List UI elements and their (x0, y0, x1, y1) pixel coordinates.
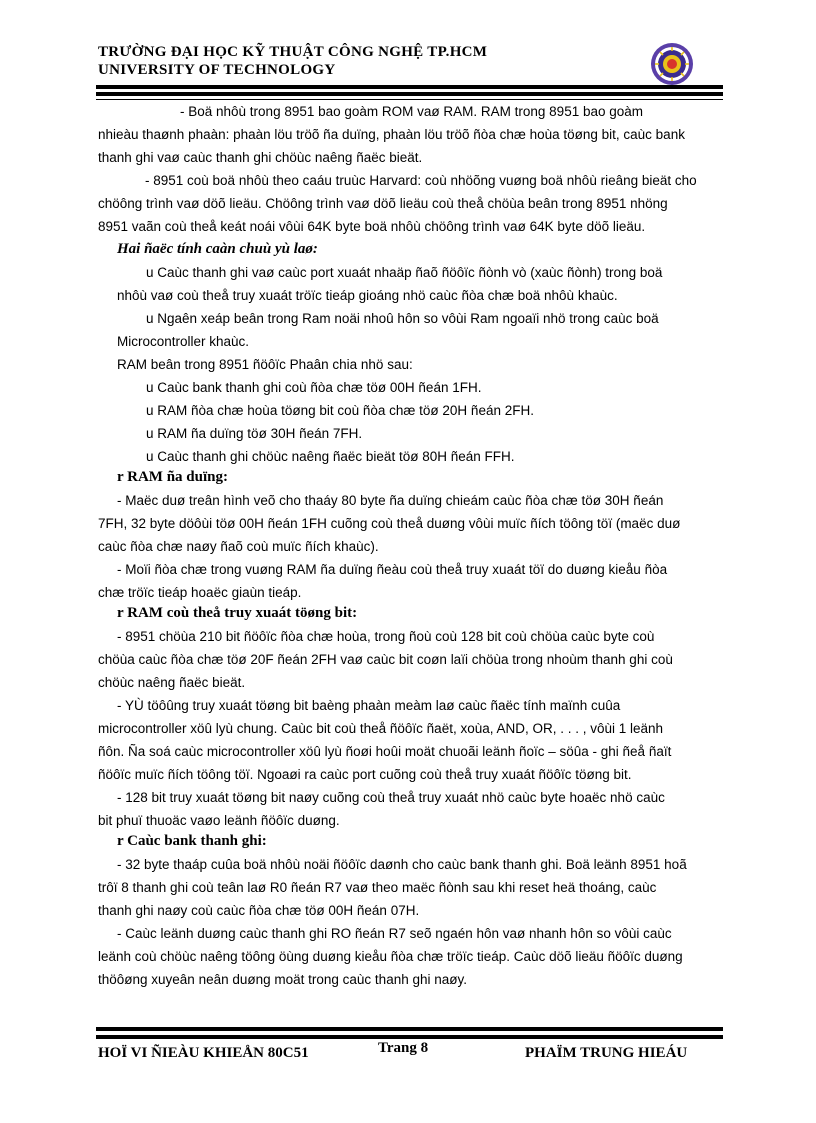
list-item: u RAM ña duïng töø 30H ñeán 7FH. (146, 426, 363, 441)
paragraph-line: trôï 8 thanh ghi coù teân laø R0 ñeán R7 vaø theo maëc ñònh sau khi reset heä thoáng, caùc (98, 880, 657, 895)
section-heading: r RAM coù theå truy xuaát töøng bit: (117, 605, 358, 621)
paragraph-line: RAM beân trong 8951 ñöôïc Phaân chia nhö sau: (117, 357, 413, 372)
paragraph-line: bit phuï thuoäc vaøo leänh ñöôïc duøng. (98, 813, 340, 828)
paragraph-line: - 128 bit truy xuaát töøng bit naøy cuõng coù theå truy xuaát nhö caùc byte hoaëc nhö caùc (117, 790, 665, 805)
paragraph-line: - Caùc leänh duøng caùc thanh ghi RO ñeán R7 seõ ngaén hôn vaø nhanh hôn so vôùi caùc (117, 926, 672, 941)
footer-rule-thick-2 (96, 1035, 723, 1039)
paragraph-line: - Boä nhôù trong 8951 bao goàm ROM vaø RAM. RAM trong 8951 bao goàm (180, 104, 644, 119)
paragraph-line: chöông trình vaø döõ lieäu. Chöông trình vaø döõ lieäu coù theå chöùa beân trong 8951 nhöng (98, 196, 668, 211)
list-item: u Caùc thanh ghi chöùc naêng ñaëc bieät töø 80H ñeán FFH. (146, 449, 515, 464)
paragraph-line: Microcontroller khaùc. (117, 334, 250, 349)
footer-rule-thick (96, 1027, 723, 1031)
paragraph-line: - Maëc duø treân hình veõ cho thaáy 80 byte ña duïng chieám caùc ñòa chæ töø 30H ñeán (117, 493, 664, 508)
footer-course-title: HOÏ VI ÑIEÀU KHIEÅN 80C51 (98, 1045, 309, 1061)
list-item: u RAM ñòa chæ hoùa töøng bit coù ñòa chæ töø 20H ñeán 2FH. (146, 403, 534, 418)
header-rule-thick (96, 85, 723, 89)
paragraph-line: 8951 vaãn coù theå keát noái vôùi 64K byte boä nhôù chöông trình vaø 64K byte döõ lieäu. (98, 219, 646, 234)
list-item: u Caùc bank thanh ghi coù ñòa chæ töø 00H ñeán 1FH. (146, 380, 482, 395)
university-seal-icon (650, 42, 694, 86)
paragraph-line: u Caùc thanh ghi vaø caùc port xuaát nhaäp ñaõ ñöôïc ñònh vò (xaùc ñònh) trong boä (146, 265, 663, 280)
paragraph-line: leänh coù chöùc naêng töông öùng duøng kieåu ñòa chæ tröïc tieáp. Caùc döõ lieäu ñöôïc duøng (98, 949, 683, 964)
paragraph-line: ñöôïc muïc ñích töông töï. Ngoaøi ra caùc port cuõng coù theå truy xuaát ñöôïc töøng bit. (98, 767, 632, 782)
page-number: Trang 8 (378, 1040, 429, 1056)
paragraph-line: nhôù vaø coù theå truy xuaát tröïc tieáp gioáng nhö caùc ñòa chæ boä nhôù khaùc. (117, 288, 618, 303)
paragraph-line: ñôn. Ña soá caùc microcontroller xöû lyù ñoøi hoûi moät chuoãi leänh ñoïc – söûa - ghi ñeå ñaït (98, 744, 672, 759)
header-rule-thick-2 (96, 92, 723, 96)
paragraph-line: nhieàu thaønh phaàn: phaàn löu tröõ ña duïng, phaàn löu tröõ ñòa chæ hoùa töøng bit, caùc bank (98, 127, 685, 142)
paragraph-line: u Ngaên xeáp beân trong Ram noäi nhoû hôn so vôùi Ram ngoaïi nhö trong caùc boä (146, 311, 659, 326)
header-university-en: UNIVERSITY OF TECHNOLOGY (98, 62, 336, 78)
paragraph-line: thanh ghi naøy coù caùc ñòa chæ töø 00H ñeán 07H. (98, 903, 420, 918)
paragraph-line: - Moïi ñòa chæ trong vuøng RAM ña duïng ñeàu coù theå truy xuaát töï do duøng kieåu ñòa (117, 562, 668, 577)
paragraph-line: - YÙ töôûng truy xuaát töøng bit baèng phaàn meàm laø caùc ñaëc tính maïnh cuûa (117, 698, 621, 713)
paragraph-line: caùc ñòa chæ naøy ñaõ coù muïc ñích khaùc). (98, 539, 379, 554)
paragraph-line: - 8951 chöùa 210 bit ñöôïc ñòa chæ hoùa, trong ñoù coù 128 bit coù chöùa caùc byte coù (117, 629, 655, 644)
paragraph-line: - 32 byte thaáp cuûa boä nhôù noäi ñöôïc daønh cho caùc bank thanh ghi. Boä leänh 8951 hoã (117, 857, 687, 872)
paragraph-line: 7FH, 32 byte döôùi töø 00H ñeán 1FH cuõng coù theå duøng vôùi muïc ñích töông töï (maëc duø (98, 516, 681, 531)
section-heading: r RAM ña duïng: (117, 469, 228, 485)
paragraph-line: chöùa caùc ñòa chæ töø 20F ñeán 2FH vaø caùc bit coøn laïi chöùa trong nhoùm thanh ghi coù (98, 652, 673, 667)
paragraph-line: microcontroller xöû lyù chung. Caùc bit coù theå ñöôïc ñaët, xoùa, AND, OR, . . . , vôùi 1 leänh (98, 721, 664, 736)
paragraph-line: chöùc naêng ñaëc bieät. (98, 675, 246, 690)
paragraph-line: thanh ghi vaø caùc thanh ghi chöùc naêng ñaëc bieät. (98, 150, 423, 165)
paragraph-line: thöôøng xuyeân neân duøng moät trong caùc thanh ghi naøy. (98, 972, 467, 987)
paragraph-line: - 8951 coù boä nhôù theo caáu truùc Harvard: coù nhöõng vuøng boä nhôù rieâng bieät cho (145, 173, 697, 188)
section-heading: Hai ñaëc tính caàn chuù yù laø: (117, 241, 318, 257)
paragraph-line: chæ tröïc tieáp hoaëc giaùn tieáp. (98, 585, 302, 600)
section-heading: r Caùc bank thanh ghi: (117, 833, 267, 849)
header-university-vn: TRƯỜNG ĐẠI HỌC KỸ THUẬT CÔNG NGHỆ TP.HCM (98, 44, 488, 60)
footer-author: PHAÏM TRUNG HIEÁU (525, 1045, 688, 1061)
